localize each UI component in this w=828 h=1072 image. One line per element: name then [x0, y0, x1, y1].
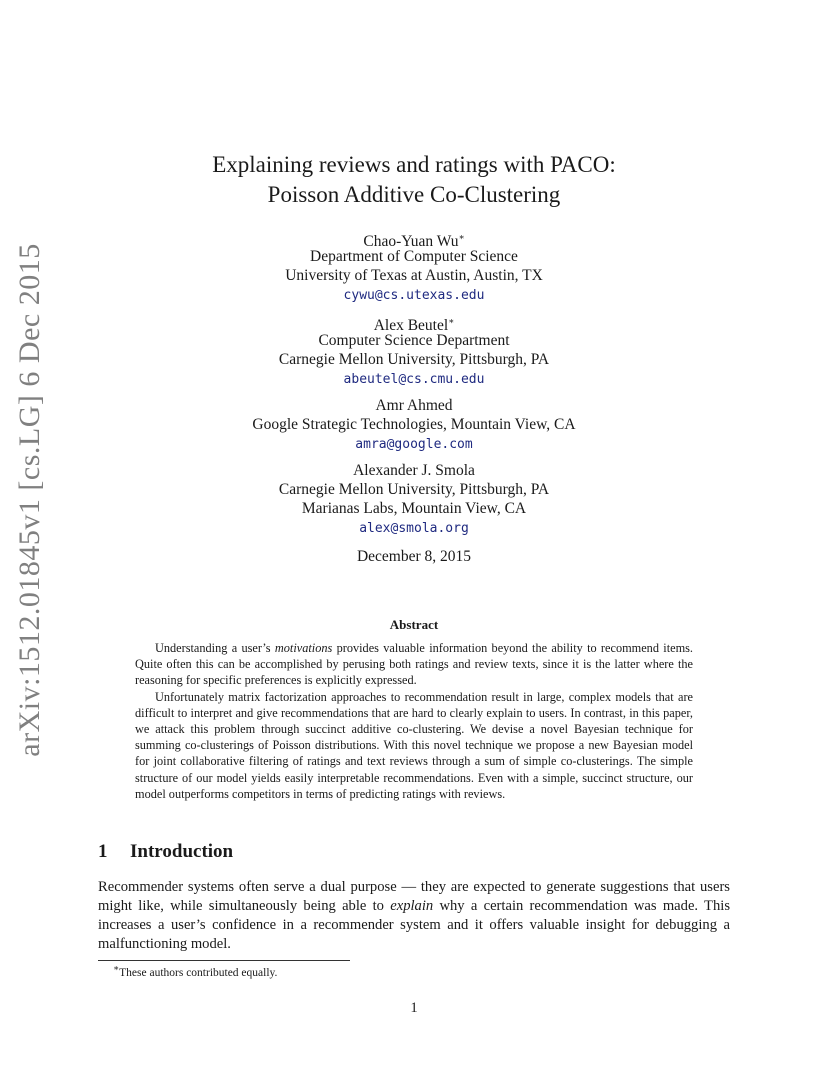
arxiv-stamp [0, 200, 60, 800]
author-name: Amr Ahmed [375, 397, 453, 414]
author-email-link[interactable]: abeutel@cs.cmu.edu [343, 372, 485, 387]
paper-title [100, 150, 728, 210]
author-affiliation: Department of Computer Science [310, 248, 518, 265]
author-email-link[interactable]: cywu@cs.utexas.edu [343, 288, 485, 303]
intro-paragraph [98, 878, 730, 954]
abstract-text: Understanding a user’s [155, 641, 275, 655]
author-affiliation: Google Strategic Technologies, Mountain View, CA [252, 416, 576, 433]
author-email-link[interactable]: amra@google.com [355, 437, 473, 452]
section-title: Introduction [130, 841, 234, 862]
author-block [100, 396, 728, 453]
title-line-1: Explaining reviews and ratings with PACO: [212, 152, 616, 177]
footnote-mark: ∗ [113, 963, 120, 973]
intro-text-part: why a certain recommendation was made. This increases a user’s confidence in a recommender system and it offers valuable insight for debugging a malfunctioning model. [98, 898, 731, 952]
abstract-text: provides valuable information beyond the ability to recommend items. Quite often this can be accomplished by perusing both ratings and review texts, since it is the latter where the reasoning for specific preferences is explicitly expressed. [135, 641, 693, 688]
abstract-heading: Abstract [389, 617, 439, 632]
footnote-divider [98, 960, 350, 961]
author-email-link[interactable]: alex@smola.org [359, 521, 469, 536]
page-number: 1 [410, 1000, 418, 1016]
intro-text [98, 878, 730, 954]
abstract-paragraph: Unfortunately matrix factorization approaches to recommendation result in large, complex models that are difficult to interpret and give recommendations that are hard to clearly explain to users. In contrast, in this paper, we attack this problem through succinct additive co-clustering. We devise a novel Bayesian technique for summing co-clusterings of Poisson distributions. With this novel technique we propose a new Bayesian model for joint collaborative filtering of ratings and text reviews through a sum of simple co-clusterings. The simple structure of our model yields easily interpretable recommendations. Even with a simple, succinct structure, our model outperforms competitors in terms of predicting ratings with reviews. [135, 689, 693, 801]
author-affiliation: Carnegie Mellon University, Pittsburgh, PA [278, 481, 550, 498]
section-number: 1 [98, 841, 108, 862]
footnote-text: These authors contributed equally. [119, 966, 278, 979]
author-mark: ∗ [458, 232, 465, 242]
author-affiliation: Marianas Labs, Mountain View, CA [301, 500, 527, 517]
abstract-body [135, 640, 693, 802]
author-affiliation: Computer Science Department [318, 332, 510, 349]
abstract-emphasis: motivations [274, 641, 333, 655]
author-name: Chao-Yuan Wu [363, 233, 459, 251]
footnote [113, 963, 277, 979]
arxiv-identifier[interactable]: arXiv:1512.01845v1 [cs.LG] 6 Dec 2015 [13, 243, 46, 757]
author-affiliation: Carnegie Mellon University, Pittsburgh, PA [278, 351, 550, 368]
author-name: Alexander J. Smola [353, 462, 475, 479]
title-line-2: Poisson Additive Co-Clustering [267, 182, 561, 207]
abstract-paragraph [135, 640, 693, 689]
intro-emphasis: explain [390, 898, 434, 914]
author-name: Alex Beutel [373, 317, 449, 335]
section-heading [98, 841, 233, 863]
intro-text-part: Recommender systems often serve a dual purpose — they are expected to generate suggestions that users might like, while simultaneously being able to [98, 879, 730, 914]
author-block [100, 461, 728, 537]
paper-date: December 8, 2015 [356, 548, 472, 565]
author-block [100, 228, 728, 304]
author-affiliation: University of Texas at Austin, Austin, TX [285, 267, 543, 284]
author-block [100, 312, 728, 388]
author-mark: ∗ [448, 316, 455, 326]
author-list [100, 228, 728, 545]
